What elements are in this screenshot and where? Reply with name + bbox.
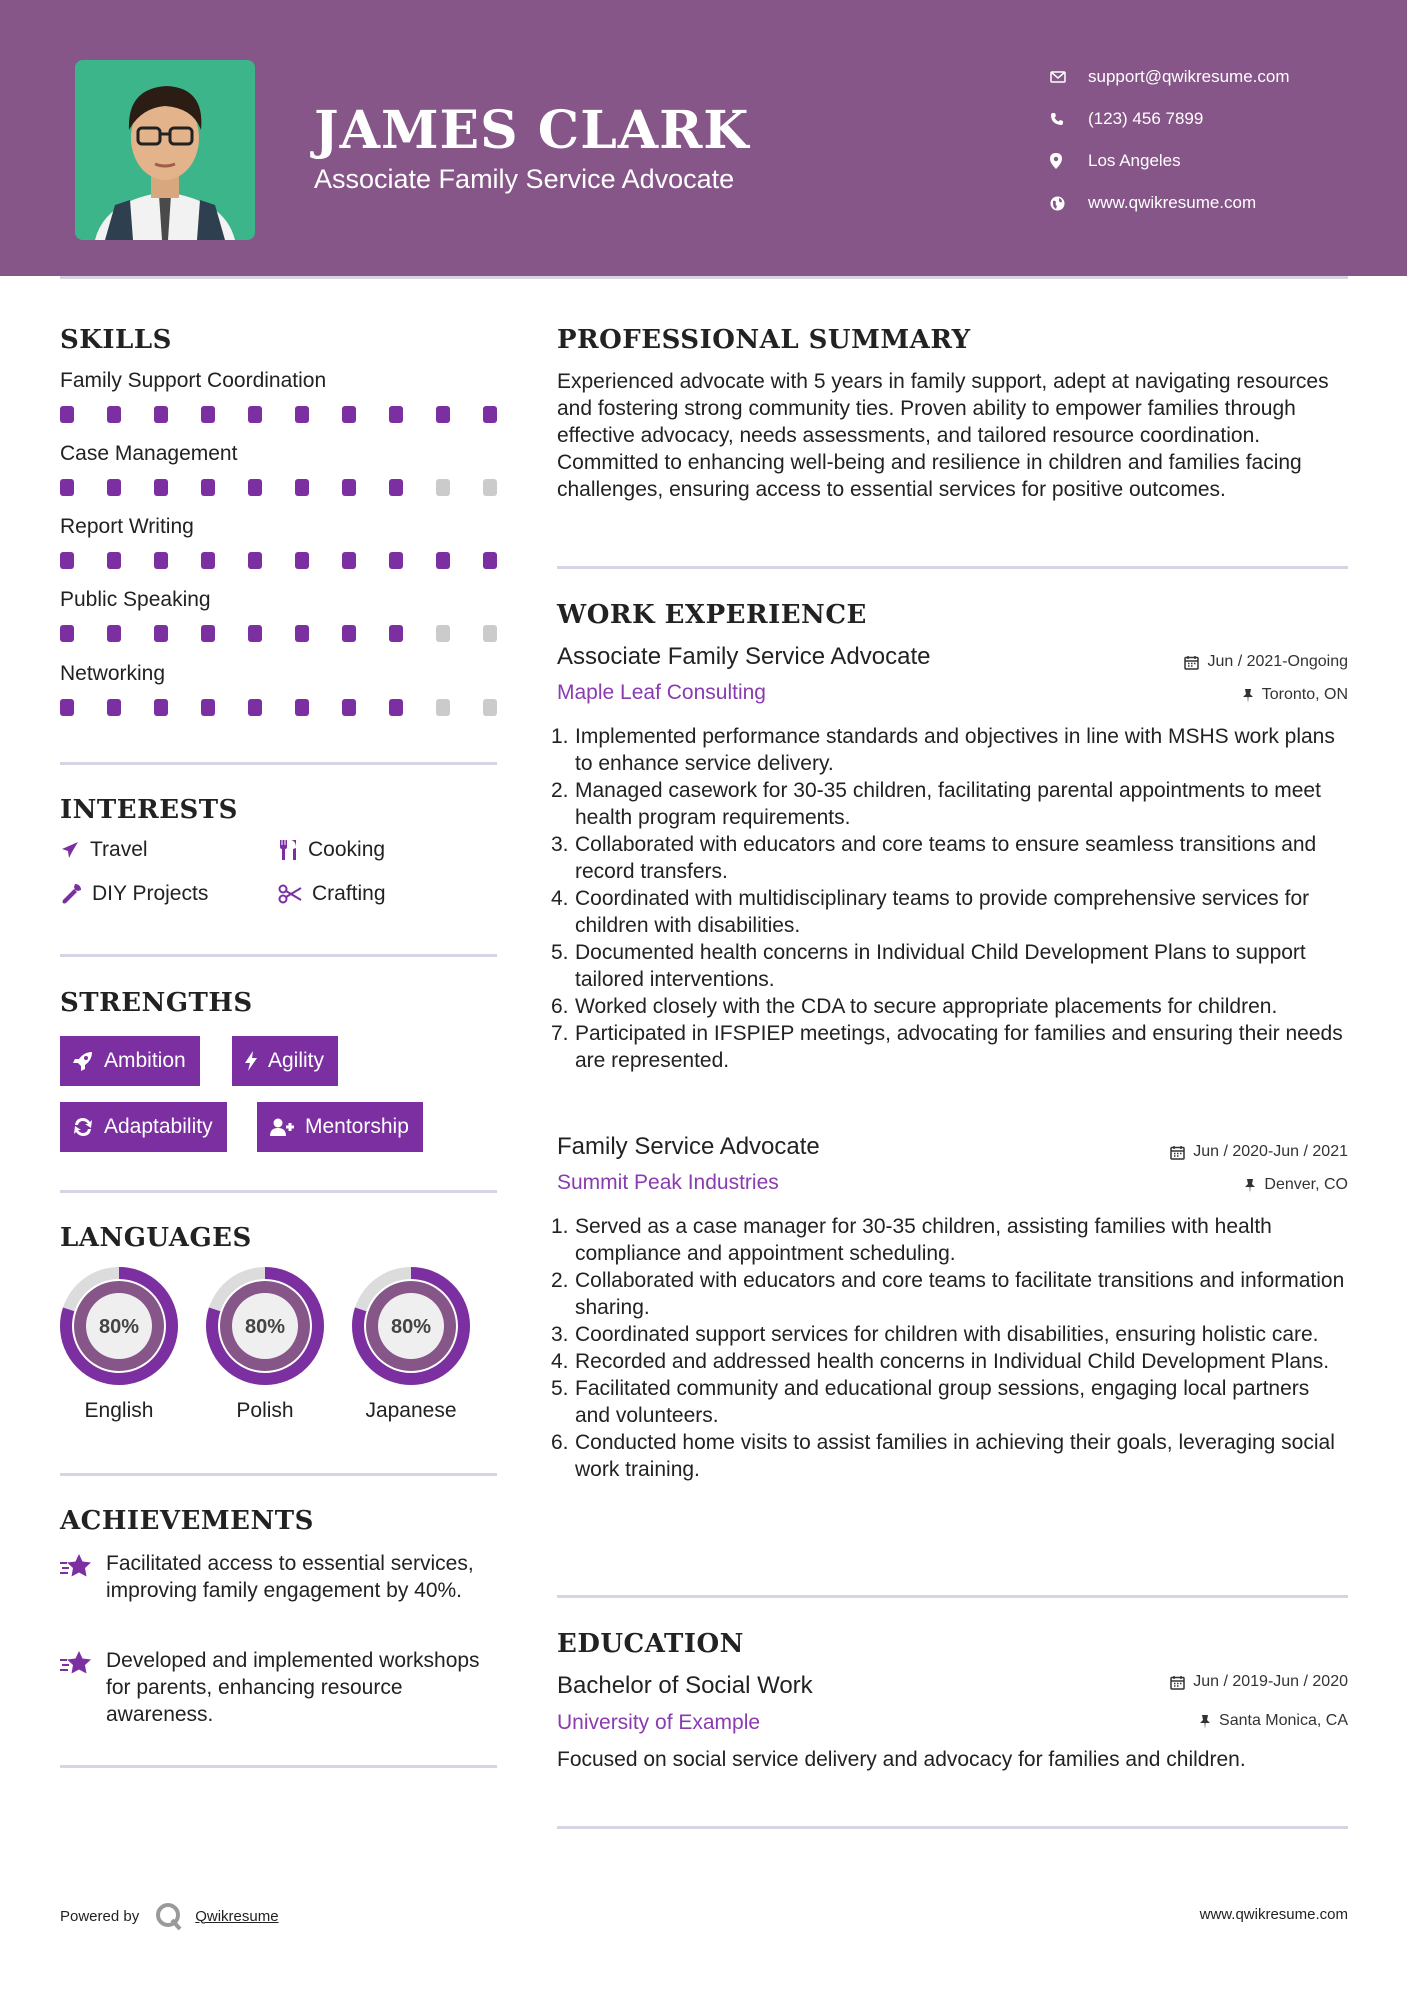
skill-dot [248,552,262,569]
skill-dot [201,552,215,569]
skill-dot [248,479,262,496]
skill-dot [436,625,450,642]
qwikresume-logo-icon [153,1900,185,1932]
header-divider [60,276,1348,279]
school-name: University of Example [557,1711,761,1734]
skill-dot [295,625,309,642]
list-item: 5. Facilitated community and educational group sessions, engaging local partners and volunteers. [551,1377,1310,1427]
star-icon [60,1553,92,1579]
job-dates-text: Jun / 2020-Jun / 2021 [1193,1143,1348,1160]
skill-dot [201,406,215,423]
candidate-name: JAMES CLARK [314,100,750,161]
list-item: 4. Recorded and addressed health concerns in Individual Child Development Plans. [551,1350,1330,1373]
skill-rating [60,552,530,569]
language-item [350,1265,472,1423]
user-plus-icon [269,1117,295,1137]
skill-dot [154,699,168,716]
strength-badge [232,1036,338,1086]
skill-dot [201,625,215,642]
skill-dot [107,552,121,569]
mail-icon [1050,71,1088,83]
scissors-icon [278,884,302,904]
pushpin-icon [1244,1178,1256,1193]
skill-dot [389,552,403,569]
skill-dot [389,406,403,423]
bullet-text: Worked closely with the CDA to secure appropriate placements for children. [575,995,1278,1018]
job-location [1244,1176,1348,1194]
section-divider [60,1765,497,1768]
list-item: 1. Implemented performance standards and objectives in line with MSHS work plans to enhance service delivery. [551,725,1335,775]
bullet-text: Coordinated support services for children with disabilities, ensuring holistic care. [575,1323,1319,1346]
skill-dot [295,406,309,423]
section-divider [60,954,497,957]
skill-dot [295,479,309,496]
list-item: 4. Coordinated with multidisciplinary teams to provide comprehensive services for children with disabilities. [551,887,1310,937]
language-name: Polish [236,1399,294,1422]
section-divider [60,1190,497,1193]
education-location-text: Santa Monica, CA [1219,1712,1348,1729]
bolt-icon [244,1050,258,1072]
skill-dot [154,625,168,642]
skill-rating [60,625,530,642]
strength-badge [60,1036,200,1086]
achievement-text: Facilitated access to essential services, improving family engagement by 40%. [106,1552,474,1602]
company-name: Maple Leaf Consulting [557,681,766,704]
skill-dot [436,406,450,423]
section-divider [557,1595,1348,1598]
star-icon [60,1650,92,1676]
skill-rating [60,699,530,716]
contact-phone[interactable] [1050,98,1290,140]
skill-label: Report Writing [60,515,194,538]
skill-dot [342,552,356,569]
skill-dot [60,406,74,423]
list-item: 2. Managed casework for 30-35 children, facilitating parental appointments to meet health program requirements. [551,779,1321,829]
language-percent: 80% [244,1316,286,1338]
skill-dot [201,479,215,496]
education-dates-text: Jun / 2019-Jun / 2020 [1193,1673,1348,1690]
language-item [58,1265,180,1423]
calendar-icon [1170,1145,1185,1160]
interest-item [60,838,148,862]
language-percent: 80% [390,1316,432,1338]
bullet-text: Documented health concerns in Individual Child Development Plans to support tailored interventions. [575,941,1306,991]
bullet-text: Managed casework for 30-35 children, facilitating parental appointments to meet health program requirements. [575,779,1321,829]
interest-item [278,838,385,862]
skill-dot [154,406,168,423]
achievement-item [60,1550,500,1604]
achievement-text: Developed and implemented workshops for parents, enhancing resource awareness. [106,1649,480,1726]
skill-dot [483,479,497,496]
skill-label: Family Support Coordination [60,369,327,392]
language-ring [204,1265,326,1387]
interest-label: Travel [90,838,148,861]
job-title: Family Service Advocate [557,1133,820,1160]
skill-dot [248,699,262,716]
footer-powered-by [60,1900,279,1932]
phone-icon [1050,112,1088,126]
skill-dot [389,625,403,642]
skill-dot [389,699,403,716]
skill-dot [295,552,309,569]
skill-dot [248,625,262,642]
plane-icon [60,840,80,860]
section-divider [60,762,497,765]
skill-dot [201,699,215,716]
skill-dot [483,552,497,569]
strength-label: Ambition [104,1049,186,1072]
list-item: 3. Collaborated with educators and core teams to ensure seamless transitions and record transfers. [551,833,1317,883]
section-divider [557,566,1348,569]
job-bullets [551,723,1347,1074]
skill-label: Public Speaking [60,588,211,611]
list-item: 1. Served as a case manager for 30-35 children, assisting families with health compliance and appointment scheduling. [551,1215,1272,1265]
skill-dot [107,699,121,716]
list-item: 5. Documented health concerns in Individual Child Development Plans to support tailored interventions. [551,941,1306,991]
skill-dot [248,406,262,423]
strength-label: Adaptability [104,1115,213,1138]
pushpin-icon [1199,1714,1211,1729]
bullet-text: Collaborated with educators and core teams to facilitate transitions and information sharing. [575,1269,1345,1319]
skill-dot [154,479,168,496]
rocket-icon [72,1050,94,1072]
powered-by-text: Powered by [60,1907,140,1925]
language-ring [58,1265,180,1387]
job-dates [1170,1143,1348,1161]
interest-item [60,882,208,906]
skill-dot [342,479,356,496]
language-ring [350,1265,472,1387]
contact-website[interactable] [1050,182,1290,224]
interests-heading: INTERESTS [60,795,238,825]
bullet-text: Participated in IFSPIEP meetings, advocating for families and ensuring their needs are represented. [575,1022,1343,1072]
skill-dot [389,479,403,496]
education-heading: EDUCATION [557,1629,744,1659]
bullet-text: Collaborated with educators and core teams to ensure seamless transitions and record transfers. [575,833,1317,883]
skill-dot [107,479,121,496]
skill-dot [483,699,497,716]
skill-dot [60,479,74,496]
bullet-text: Recorded and addressed health concerns in Individual Child Development Plans. [575,1350,1330,1373]
language-percent: 80% [98,1316,140,1338]
calendar-icon [1184,655,1199,670]
skill-label: Networking [60,662,166,685]
bullet-text: Implemented performance standards and objectives in line with MSHS work plans to enhance service delivery. [575,725,1335,775]
strength-label: Mentorship [305,1115,409,1138]
skill-dot [342,625,356,642]
job-location-text: Denver, CO [1264,1176,1348,1193]
globe-icon [1050,196,1088,211]
summary-heading: PROFESSIONAL SUMMARY [557,325,971,355]
skill-dot [483,625,497,642]
utensils-icon [278,839,298,861]
education-location [1199,1712,1348,1730]
strengths-heading: STRENGTHS [60,988,253,1018]
skill-dot [342,699,356,716]
skills-heading: SKILLS [60,325,172,355]
section-divider [557,1826,1348,1829]
interest-item [278,882,386,906]
list-item: 7. Participated in IFSPIEP meetings, advocating for families and ensuring their needs are represented. [551,1022,1343,1072]
contact-website-text: www.qwikresume.com [1088,193,1257,212]
achievements-heading: ACHIEVEMENTS [60,1506,314,1536]
skill-dot [107,406,121,423]
language-item [204,1265,326,1423]
skill-dot [60,699,74,716]
contact-list [1050,56,1290,224]
achievement-item [60,1647,500,1728]
skill-dot [60,552,74,569]
job-dates-text: Jun / 2021-Ongoing [1207,653,1348,670]
job-location-text: Toronto, ON [1261,686,1348,703]
skill-rating [60,479,530,496]
company-name: Summit Peak Industries [557,1171,779,1194]
skill-dot [436,479,450,496]
list-item: 2. Collaborated with educators and core teams to facilitate transitions and information sharing. [551,1269,1345,1319]
list-item: 6. Worked closely with the CDA to secure appropriate placements for children. [551,995,1278,1018]
refresh-icon [72,1116,94,1138]
contact-email-text: support@qwikresume.com [1088,67,1290,86]
profile-photo [75,60,255,240]
interest-label: DIY Projects [92,882,209,905]
bullet-text: Facilitated community and educational group sessions, engaging local partners and volunteers. [575,1377,1310,1427]
resume-header [0,0,1407,276]
skill-dot [60,625,74,642]
contact-location [1050,140,1290,182]
contact-phone-text: (123) 456 7899 [1088,109,1204,128]
footer-url[interactable]: www.qwikresume.com [1199,1906,1348,1923]
list-item: 3. Coordinated support services for children with disabilities, ensuring holistic care. [551,1323,1319,1346]
education-description: Focused on social service delivery and advocacy for families and children. [557,1748,1246,1771]
contact-location-text: Los Angeles [1088,151,1181,170]
candidate-title: Associate Family Service Advocate [314,164,735,194]
strength-label: Agility [268,1049,325,1072]
job-title: Associate Family Service Advocate [557,643,931,670]
bullet-text: Coordinated with multidisciplinary teams to provide comprehensive services for children with disabilities. [575,887,1310,937]
skill-label: Case Management [60,442,238,465]
strength-badge [60,1102,227,1152]
bullet-text: Served as a case manager for 30-35 children, assisting families with health compliance and appointment scheduling. [575,1215,1272,1265]
language-name: Japanese [365,1399,457,1422]
skill-dot [295,699,309,716]
job-location [1242,686,1348,704]
location-pin-icon [1050,153,1088,169]
degree-title: Bachelor of Social Work [557,1672,813,1699]
experience-heading: WORK EXPERIENCE [557,600,867,630]
skill-dot [436,699,450,716]
strength-badge [257,1102,423,1152]
bullet-text: Conducted home visits to assist families in achieving their goals, leveraging social work training. [575,1431,1335,1481]
brand-link[interactable]: Qwikresume [195,1907,279,1925]
education-dates [1170,1673,1348,1691]
section-divider [60,1473,497,1476]
skill-dot [436,552,450,569]
skill-dot [342,406,356,423]
interest-label: Cooking [308,838,386,861]
skill-dot [483,406,497,423]
skill-dot [107,625,121,642]
contact-email[interactable] [1050,56,1290,98]
list-item: 6. Conducted home visits to assist families in achieving their goals, leveraging social work training. [551,1431,1335,1481]
calendar-icon [1170,1675,1185,1690]
skill-rating [60,406,530,423]
skill-dot [154,552,168,569]
job-dates [1184,653,1348,671]
pushpin-icon [1242,688,1254,703]
wrench-icon [60,883,82,905]
interest-label: Crafting [312,882,386,905]
language-name: English [84,1399,154,1422]
languages-heading: LANGUAGES [60,1223,252,1253]
job-bullets [551,1213,1347,1483]
summary-text: Experienced advocate with 5 years in family support, adept at navigating resources and fostering strong community ties. Proven ability to empower families through effective advocacy, needs assessments, and tailored resource coordination. Committed to enhancing well-being and resilience in children and families facing challenges, ensuring access to essential services for positive outcomes. [557,370,1329,501]
